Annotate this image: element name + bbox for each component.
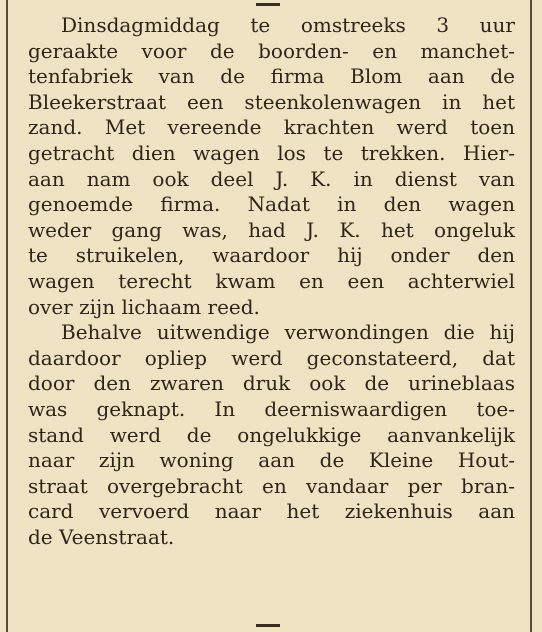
- text-line: wagen terecht kwam en een achterwiel: [28, 268, 515, 293]
- text-line: stand werd de ongelukkige aanvankelijk: [28, 422, 515, 447]
- article-body: [28, 13, 515, 550]
- text-line: weder gang was, had J. K. het ongeluk: [28, 217, 515, 242]
- text-line: straat overgebracht en vandaar per bran-: [28, 473, 515, 498]
- text-line: aan nam ook deel J. K. in dienst van: [28, 166, 515, 191]
- paragraph-1: [28, 13, 515, 320]
- bottom-separator-dash: [256, 624, 280, 627]
- text-line: Bleekerstraat een steenkolenwagen in het: [28, 89, 515, 114]
- text-line: Behalve uitwendige verwondingen die hij: [61, 320, 515, 345]
- text-line: genoemde firma. Nadat in den wagen: [28, 192, 515, 217]
- text-line: naar zijn woning aan de Kleine Hout-: [28, 448, 515, 473]
- text-line: tenfabriek van de firma Blom aan de: [28, 64, 515, 89]
- text-line: zand. Met vereende krachten werd toen: [28, 115, 515, 140]
- text-line: card vervoerd naar het ziekenhuis aan: [28, 499, 515, 524]
- text-line: door den zwaren druk ook de urineblaas: [28, 371, 515, 396]
- text-line: over zijn lichaam reed.: [28, 294, 260, 319]
- top-separator-dash: [256, 3, 280, 6]
- text-line: geraakte voor de boorden- en manchet-: [28, 38, 515, 63]
- text-line: daardoor opliep werd geconstateerd, dat: [28, 345, 515, 370]
- left-column-rule: [6, 0, 8, 632]
- text-line: te struikelen, waardoor hij onder den: [28, 243, 515, 268]
- text-line: was geknapt. In deerniswaardigen toe-: [28, 396, 515, 421]
- text-line: de Veenstraat.: [28, 524, 175, 549]
- text-line: Dinsdagmiddag te omstreeks 3 uur: [61, 13, 515, 37]
- text-line: getracht dien wagen los te trekken. Hier-: [28, 140, 515, 165]
- right-column-rule: [530, 0, 532, 632]
- paragraph-2: [28, 320, 515, 550]
